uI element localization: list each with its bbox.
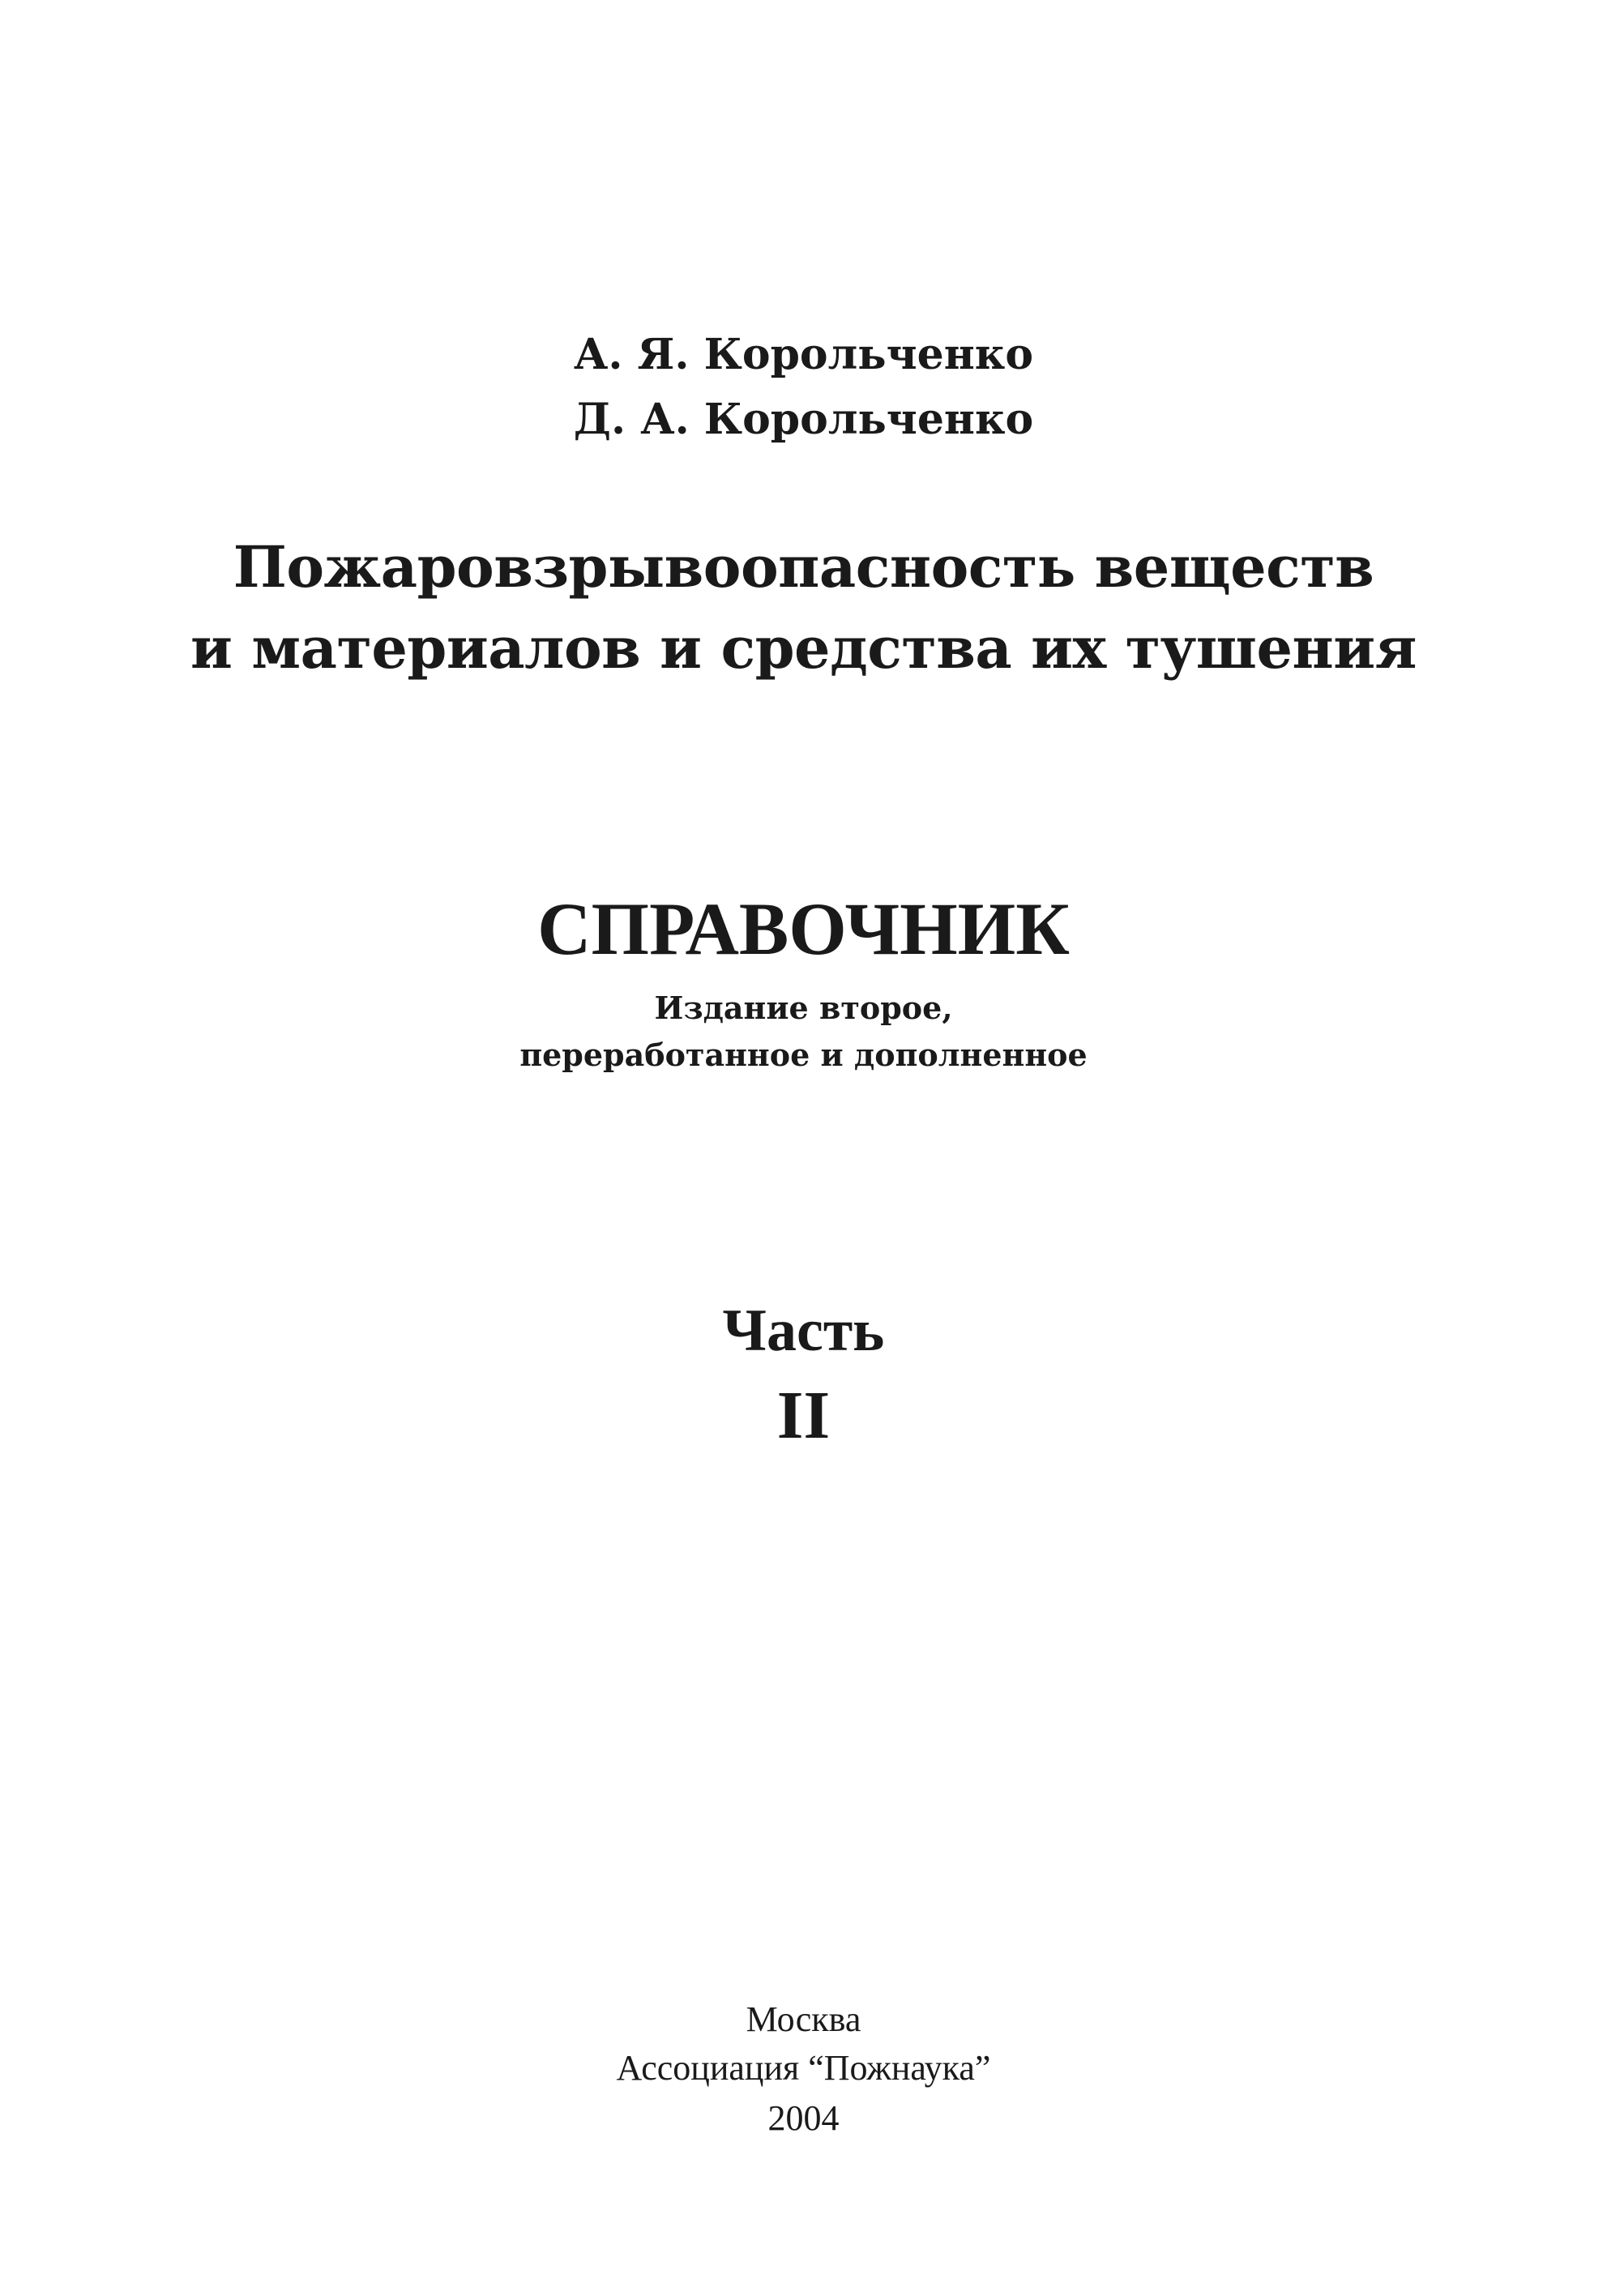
- imprint-year: 2004: [767, 2098, 840, 2138]
- genre-heading: СПРАВОЧНИК: [537, 887, 1070, 970]
- part-label: Часть: [722, 1298, 885, 1364]
- edition-line-1: Издание второе,: [654, 990, 953, 1026]
- author-2: Д. А. Корольченко: [573, 395, 1034, 444]
- part-number: II: [776, 1378, 831, 1453]
- imprint-city: Москва: [746, 1999, 861, 2039]
- imprint-publisher: Ассоциация “Пожнаука”: [616, 2048, 991, 2088]
- author-1: А. Я. Корольченко: [573, 330, 1034, 379]
- book-title-line-1: Пожаровзрывоопасность веществ: [233, 533, 1374, 601]
- edition-line-2: переработанное и дополненное: [519, 1037, 1088, 1073]
- book-title-line-2: и материалов и средства их тушения: [190, 614, 1417, 682]
